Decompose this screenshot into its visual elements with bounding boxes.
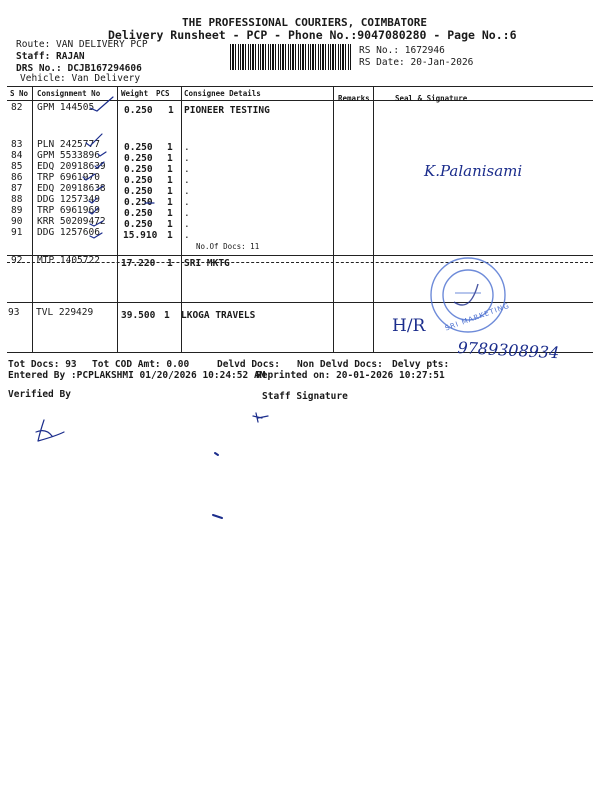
row-sno: 87 [11, 183, 23, 194]
row-weight: 0.250 [124, 175, 153, 186]
row-consignee: . [184, 175, 190, 186]
row-weight: 0.250 [124, 197, 153, 208]
total-cod: Tot COD Amt: 0.00 [92, 359, 190, 370]
row-weight: 0.250 [124, 219, 153, 230]
non-delivered-docs: Non Delvd Docs: [297, 359, 383, 370]
handwritten-phone: 9789308934 [457, 338, 560, 363]
col-remarks: Remarks [338, 94, 370, 103]
row-consignment: PLN 2425777 [37, 139, 100, 150]
row-consignee: LKOGA TRAVELS [181, 310, 256, 321]
row-sno: 83 [11, 139, 23, 150]
runsheet-title: Delivery Runsheet - PCP - Phone No.:9047080280 - Page No.:6 [108, 28, 517, 42]
entered-by: Entered By :PCPLAKSHMI 01/20/2026 10:24:52 AM [8, 370, 266, 381]
row-pcs: 1 [167, 186, 173, 197]
col-sno: S No [10, 89, 29, 98]
row-consignee: . [184, 153, 190, 164]
row-consignee: . [184, 186, 190, 197]
row-consignment: EDQ 20918638 [37, 183, 106, 194]
row-pcs: 1 [167, 142, 173, 153]
row-sno: 86 [11, 172, 23, 183]
company-title: THE PROFESSIONAL COURIERS, COIMBATORE [182, 16, 428, 29]
row-sno: 92 [11, 255, 23, 266]
row-consignment: DDG 1257349 [37, 194, 100, 205]
row-pcs: 1 [167, 175, 173, 186]
delivery-points: Delvy pts: [392, 359, 450, 370]
seal-text: SRI MARKETING [444, 301, 511, 333]
row-pcs: 1 [167, 219, 173, 230]
docs-count-note: No.Of Docs: 11 [196, 242, 260, 251]
drs-label: DRS No.: DCJB167294606 [16, 63, 142, 74]
col-weight: Weight [121, 89, 149, 98]
rs-number: RS No.: 1672946 [359, 45, 445, 56]
reprinted-on: Reprinted on: 20-01-2026 10:27:51 [256, 370, 445, 381]
row-consignment: EDQ 20918639 [37, 161, 106, 172]
row-sno: 85 [11, 161, 23, 172]
row-sno: 84 [11, 150, 23, 161]
row-sno: 90 [11, 216, 23, 227]
row-weight: 0.250 [124, 186, 153, 197]
row-weight: 17.220 [121, 258, 156, 269]
row-weight: 0.250 [124, 153, 153, 164]
row-pcs: 1 [167, 258, 173, 269]
vehicle-label: Vehicle: Van Delivery [20, 73, 141, 84]
row-consignee: . [184, 197, 190, 208]
row-weight: 0.250 [124, 105, 153, 116]
row-sno: 91 [11, 227, 23, 238]
row-pcs: 1 [168, 105, 174, 116]
row-pcs: 1 [167, 153, 173, 164]
row-consignment: DDG 1257606 [37, 227, 100, 238]
row-consignee: . [184, 164, 190, 175]
row-sno: 88 [11, 194, 23, 205]
row-consignment: GPM 144505 [37, 102, 95, 113]
row-consignee: SRI MKTG [184, 258, 230, 269]
handwritten-hr: H/R [392, 316, 426, 336]
row-consignee: . [184, 142, 190, 153]
row-pcs: 1 [164, 310, 170, 321]
row-sno: 89 [11, 205, 23, 216]
row-sno: 82 [11, 102, 23, 113]
staff-label: Staff: RAJAN [16, 51, 85, 62]
row-consignee: . [184, 208, 190, 219]
row-pcs: 1 [167, 208, 173, 219]
row-sno: 93 [8, 307, 20, 318]
row-consignment: TVL 229429 [36, 307, 94, 318]
row-consignment: KRR 50209472 [37, 216, 106, 227]
row-consignee: . [184, 230, 190, 241]
rs-date: RS Date: 20-Jan-2026 [359, 57, 474, 68]
row-weight: 0.250 [124, 142, 153, 153]
row-consignment: MTP 1405722 [37, 255, 100, 266]
delivered-docs: Delvd Docs: [217, 359, 280, 370]
row-consignment: TRP 6961969 [37, 205, 100, 216]
row-weight: 39.500 [121, 310, 156, 321]
row-consignment: TRP 6961970 [37, 172, 100, 183]
barcode [230, 44, 352, 70]
row-consignee: . [184, 219, 190, 230]
row-consignee: PIONEER TESTING [184, 105, 270, 116]
row-pcs: 1 [167, 197, 173, 208]
col-consignment: Consignment No [37, 89, 101, 98]
row-weight: 15.910 [123, 230, 158, 241]
col-consignee: Consignee Details [184, 89, 261, 98]
row-pcs: 1 [167, 164, 173, 175]
row-weight: 0.250 [124, 208, 153, 219]
row-pcs: 1 [167, 230, 173, 241]
col-seal: Seal & Signature [395, 94, 468, 103]
col-pcs: PCS [156, 89, 170, 98]
route-label: Route: VAN DELIVERY PCP [16, 39, 148, 50]
total-docs: Tot Docs: 93 [8, 359, 77, 370]
row-weight: 0.250 [124, 164, 153, 175]
receiver-signature: K.Palanisami [424, 162, 523, 180]
verified-by: Verified By [8, 389, 71, 400]
row-consignment: GPM 5533896 [37, 150, 100, 161]
staff-signature-label: Staff Signature [262, 391, 348, 402]
